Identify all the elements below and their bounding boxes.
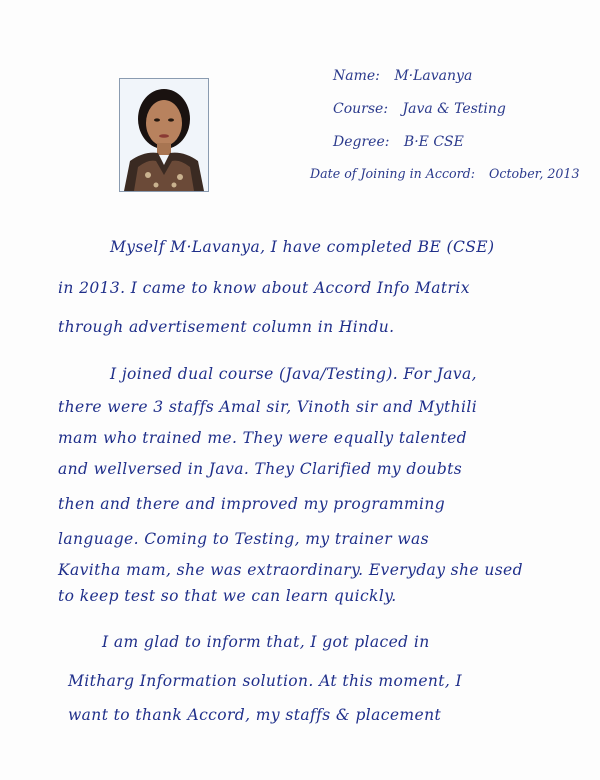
name-line xyxy=(333,68,472,84)
doj-line xyxy=(310,166,579,181)
handwritten-line: in 2013. I came to know about Accord Info Matrix xyxy=(58,279,470,297)
handwritten-line: through advertisement column in Hindu. xyxy=(58,318,395,336)
handwritten-line: Kavitha mam, she was extraordinary. Everyday she used xyxy=(58,561,523,579)
handwritten-line: Mitharg Information solution. At this moment, I xyxy=(68,672,463,690)
course-value: Java & Testing xyxy=(402,101,506,117)
handwritten-line: Myself M·Lavanya, I have completed BE (CSE) xyxy=(110,238,495,256)
handwritten-line: language. Coming to Testing, my trainer was xyxy=(58,530,430,548)
handwritten-line: and wellversed in Java. They Clarified my doubts xyxy=(58,460,463,478)
degree-value: B·E CSE xyxy=(403,134,464,150)
handwritten-line: then and there and improved my programming xyxy=(58,495,446,513)
degree-label: Degree: xyxy=(333,134,390,150)
handwritten-line: mam who trained me. They were equally talented xyxy=(58,429,467,447)
handwritten-line: want to thank Accord, my staffs & placement xyxy=(68,706,442,724)
student-photo xyxy=(119,78,209,192)
handwritten-line: to keep test so that we can learn quickly. xyxy=(58,587,397,605)
degree-line xyxy=(333,134,464,150)
course-line xyxy=(333,101,506,117)
handwritten-line: I joined dual course (Java/Testing). For Java, xyxy=(110,365,477,383)
doj-value: October, 2013 xyxy=(489,166,580,181)
portrait-image xyxy=(120,79,208,191)
name-label: Name: xyxy=(333,68,380,84)
handwritten-line: I am glad to inform that, I got placed in xyxy=(102,633,430,651)
name-value: M·Lavanya xyxy=(394,68,473,84)
course-label: Course: xyxy=(333,101,389,117)
doj-label: Date of Joining in Accord: xyxy=(310,166,476,181)
handwritten-line: there were 3 staffs Amal sir, Vinoth sir and Mythili xyxy=(58,398,478,416)
cut-off-line xyxy=(68,738,448,744)
